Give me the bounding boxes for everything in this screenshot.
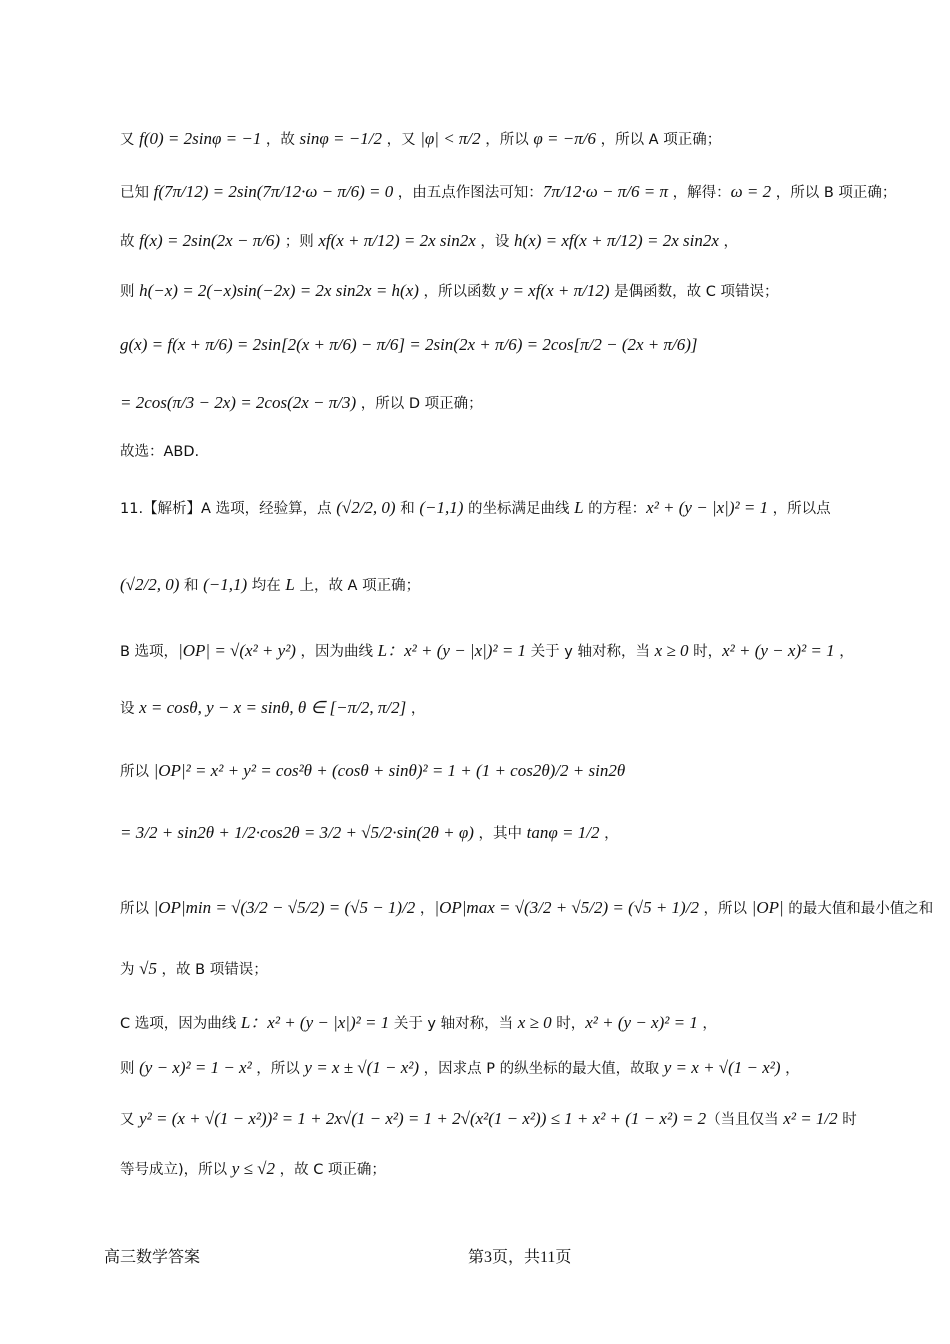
text-line-5: g(x) = f(x + π/6) = 2sin[2(x + π/6) − π/6] = 2sin(2x + π/6) = 2cos[π/2 − (2x + π/6)] [120, 335, 698, 354]
footer-doc-title: 高三数学答案 [104, 1249, 201, 1266]
text-line-16: C 选项，因为曲线 L：x² + (y − |x|)² = 1 关于 y 轴对称，当 x ≥ 0 时，x² + (y − x)² = 1 ， [120, 1013, 717, 1032]
text-line-3: 故 f(x) = 2sin(2x − π/6) ；则 xf(x + π/12) = 2x sin2x ，设 h(x) = xf(x + π/12) = 2x sin2x ， [120, 231, 738, 250]
text-line-2: 已知 f(7π/12) = 2sin(7π/12·ω − π/6) = 0 ，由五点作图法可知：7π/12·ω − π/6 = π ，解得：ω = 2 ，所以 B 项正确； [120, 182, 897, 201]
text-line-17: 则 (y − x)² = 1 − x² ，所以 y = x ± √(1 − x²) ，因求点 P 的纵坐标的最大值，故取 y = x + √(1 − x²) ， [120, 1058, 800, 1077]
text-line-18: 又 y² = (x + √(1 − x²))² = 1 + 2x√(1 − x²) = 1 + 2√(x²(1 − x²)) ≤ 1 + x² + (1 − x²) = 2（当且仅当 x² = 1/2 时 [120, 1109, 857, 1128]
text-line-13: = 3/2 + sin2θ + 1/2·cos2θ = 3/2 + √5/2·sin(2θ + φ) ，其中 tanφ = 1/2 ， [120, 823, 619, 842]
text-line-9: (√2/2, 0) 和 (−1,1) 均在 L 上，故 A 项正确； [120, 575, 421, 594]
text-line-19: 等号成立)，所以 y ≤ √2 ，故 C 项正确； [120, 1159, 386, 1178]
text-line-10: B 选项，|OP| = √(x² + y²) ，因为曲线 L：x² + (y − |x|)² = 1 关于 y 轴对称，当 x ≥ 0 时，x² + (y − x)² = 1 ， [120, 641, 854, 660]
text-line-6: = 2cos(π/3 − 2x) = 2cos(2x − π/3) ，所以 D 项正确； [120, 393, 483, 412]
text-line-14: 所以 |OP|min = √(3/2 − √5/2) = (√5 − 1)/2 ，|OP|max = √(3/2 + √5/2) = (√5 + 1)/2 ，所以 |OP| 的最大值和最小值之和 [120, 898, 934, 917]
text-line-8: 11.【解析】A 选项，经验算，点 (√2/2, 0) 和 (−1,1) 的坐标满足曲线 L 的方程：x² + (y − |x|)² = 1 ，所以点 [120, 498, 831, 517]
text-line-11: 设 x = cosθ, y − x = sinθ, θ ∈ [−π/2, π/2] ， [120, 698, 426, 717]
text-line-1: 又 f(0) = 2sinφ = −1 ，故 sinφ = −1/2 ，又 |φ| < π/2 ，所以 φ = −π/6 ，所以 A 项正确； [120, 129, 722, 148]
text-line-4: 则 h(−x) = 2(−x)sin(−2x) = 2x sin2x = h(x) ，所以函数 y = xf(x + π/12) 是偶函数，故 C 项错误； [120, 281, 779, 300]
text-line-15: 为 √5 ，故 B 项错误； [120, 959, 268, 978]
text-line-7: 故选：ABD. [120, 444, 200, 460]
text-line-12: 所以 |OP|² = x² + y² = cos²θ + (cosθ + sinθ)² = 1 + (1 + cos2θ)/2 + sin2θ [120, 761, 626, 780]
footer-page-number: 第3页，共11页 [468, 1249, 572, 1266]
